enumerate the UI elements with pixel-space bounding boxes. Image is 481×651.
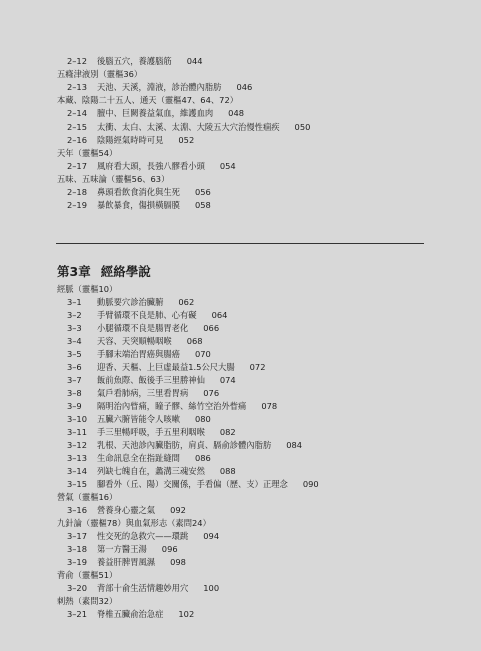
entry-page-number: 076 (203, 387, 220, 398)
entry-page-number: 098 (170, 556, 186, 567)
toc-section-heading (57, 596, 117, 607)
toc-entry (67, 531, 219, 542)
entry-number: 3–20 (67, 582, 87, 593)
toc-entry (67, 310, 227, 321)
entry-number: 3–15 (67, 478, 87, 489)
entry-number: 2–18 (67, 187, 87, 197)
toc-entry (67, 297, 194, 308)
entry-page-number: 086 (194, 452, 211, 463)
entry-page-number: 054 (219, 160, 236, 171)
section-title: 刺熱（素問32） (57, 595, 118, 606)
entry-page-number: 100 (203, 582, 220, 593)
section-title: 九針論（靈樞78）與血氣形志（素問24） (57, 517, 211, 528)
toc-entry (67, 427, 236, 438)
toc-entry (67, 609, 194, 620)
entry-page-number: 092 (170, 504, 186, 515)
entry-number: 3–14 (67, 465, 87, 476)
entry-page-number: 078 (261, 400, 278, 411)
toc-entry (67, 414, 211, 425)
toc-entry (67, 82, 252, 93)
toc-entry (67, 135, 194, 146)
entry-number: 3–3 (67, 322, 82, 333)
toc-entry (67, 440, 302, 451)
toc-entry (67, 479, 319, 490)
section-title: 五味、五味論（靈樞56、63） (57, 173, 170, 184)
entry-number: 3–1 (67, 296, 82, 307)
toc-entry (67, 349, 211, 360)
chapter-label: 第3章 (57, 264, 91, 279)
entry-page-number: 084 (286, 439, 303, 450)
entry-number: 2–12 (67, 56, 87, 66)
entry-number: 3–12 (67, 439, 87, 450)
toc-section-heading (57, 95, 238, 106)
toc-entry (67, 544, 178, 555)
entry-title: 太衝、太白、太溪、太淵、大陵五大穴治慢性痼疾 (97, 121, 280, 132)
entry-number: 3–11 (67, 426, 87, 437)
entry-title: 迎香、天樞、上巨虛最益1.5公尺大腸 (97, 361, 235, 372)
entry-page-number: 052 (178, 134, 195, 145)
section-title: 天年（靈樞54） (57, 147, 118, 158)
toc-entry (67, 466, 236, 477)
entry-page-number: 082 (219, 426, 236, 437)
entry-number: 2–17 (67, 160, 87, 171)
entry-page-number: 064 (211, 309, 228, 320)
entry-number: 3–18 (67, 543, 87, 554)
entry-title: 乳根、天池診內臟脂肪，肩貞、膈俞診體內脂肪 (97, 439, 272, 450)
entry-page-number: 050 (294, 121, 311, 132)
section-title: 營氣（靈樞16） (57, 491, 118, 502)
entry-title: 生命訊息全在指趾縫間 (97, 452, 180, 463)
entry-number: 2–14 (67, 108, 87, 119)
entry-title: 陰陽經氣時時可見 (97, 134, 164, 145)
entry-number: 2–13 (67, 82, 87, 93)
entry-title: 手三里暢呼吸，手五里利咽喉 (97, 426, 205, 437)
entry-number: 3–8 (67, 387, 82, 398)
toc-entry (67, 583, 219, 594)
chapter-title: 經絡學說 (100, 264, 151, 279)
entry-page-number: 058 (194, 200, 211, 211)
entry-title: 手臂循環不良是肺、心有礙 (97, 309, 197, 320)
toc-entry (67, 557, 186, 568)
entry-title: 手腳末端治胃癌與腸癌 (97, 348, 180, 359)
entry-title: 膻中、巨闕養益氣血，維護血肉 (97, 108, 214, 119)
entry-title: 暴飲暴食，傷損橫膈膜 (97, 200, 180, 211)
entry-page-number: 048 (228, 108, 245, 119)
entry-page-number: 102 (178, 608, 195, 619)
entry-number: 3–2 (67, 309, 82, 320)
entry-number: 2–15 (67, 121, 87, 132)
entry-title: 營養身心靈之氣 (97, 504, 156, 515)
entry-page-number: 072 (249, 361, 266, 372)
entry-title: 性交死的急救穴——環跳 (97, 530, 189, 541)
entry-title: 飯前魚際、飯後手三里勝神仙 (97, 374, 205, 385)
entry-page-number: 066 (203, 322, 220, 333)
toc-entry (67, 401, 277, 412)
toc-entry (67, 56, 203, 67)
entry-page-number: 068 (186, 335, 203, 346)
entry-page-number: 070 (194, 348, 211, 359)
toc-entry (67, 388, 219, 399)
toc-section-heading (57, 284, 117, 295)
toc-entry (67, 323, 219, 334)
entry-number: 3–19 (67, 556, 87, 567)
entry-title: 天容、天突順暢咽喉 (97, 335, 172, 346)
entry-number: 3–17 (67, 530, 87, 541)
section-title: 經脈（靈樞10） (57, 284, 118, 294)
toc-entry (67, 362, 266, 373)
entry-page-number: 094 (203, 530, 220, 541)
entry-number: 3–6 (67, 361, 82, 372)
entry-title: 五臟六腑皆能令人咳嗽 (97, 413, 180, 424)
toc-entry (67, 187, 211, 198)
entry-title: 養益肝脾胃風濕 (97, 556, 156, 567)
entry-title: 後腦五穴，養護腦筋 (97, 56, 172, 66)
entry-title: 小腿循環不良是腸胃老化 (97, 322, 189, 333)
entry-title: 腳看外（丘、陽）交關係，手看偏（歷、支）正理念 (97, 478, 288, 489)
toc-entry (67, 200, 211, 211)
toc-section-heading (57, 148, 117, 159)
entry-page-number: 080 (194, 413, 211, 424)
entry-number: 3–10 (67, 413, 87, 424)
toc-entry (67, 108, 244, 119)
toc-entry (67, 161, 236, 172)
entry-page-number: 056 (194, 187, 211, 197)
toc-section-heading (57, 570, 117, 581)
entry-title: 天池、天溪，淵液，診治體內脂肪 (97, 82, 222, 93)
toc-entry (67, 336, 203, 347)
entry-number: 3–4 (67, 335, 82, 346)
toc-section-heading (57, 174, 169, 185)
toc-entry (67, 453, 211, 464)
toc-entry (67, 505, 186, 516)
entry-number: 2–19 (67, 200, 87, 211)
entry-title: 隔明治內眥痛，瞳子髎、絲竹空治外眥痛 (97, 400, 247, 411)
section-title: 五癃津液別（靈樞36） (57, 69, 143, 80)
entry-page-number: 046 (236, 82, 253, 93)
toc-section-heading (57, 492, 117, 503)
toc-entry (67, 122, 310, 133)
entry-title: 背部十俞生活情趣妙用穴 (97, 582, 189, 593)
entry-page-number: 044 (186, 56, 203, 66)
entry-number: 3–16 (67, 504, 87, 515)
entry-page-number: 074 (219, 374, 236, 385)
entry-page-number: 088 (219, 465, 236, 476)
entry-title: 列缺七魄自在，蠡溝三魂安然 (97, 465, 205, 476)
entry-page-number: 096 (161, 543, 178, 554)
section-title: 背俞（靈樞51） (57, 569, 118, 580)
section-divider (56, 243, 424, 244)
entry-number: 3–21 (67, 608, 87, 619)
entry-number: 3–7 (67, 374, 82, 385)
entry-page-number: 062 (178, 296, 195, 307)
entry-number: 2–16 (67, 134, 87, 145)
entry-page-number: 090 (302, 478, 319, 489)
toc-entry (67, 375, 236, 386)
entry-title: 風府看大頭，長強八髎看小頭 (97, 160, 205, 171)
toc-section-heading (57, 518, 211, 529)
entry-title: 氣戶看肺病，三里看胃病 (97, 387, 189, 398)
entry-title: 第一方醫王湯 (97, 543, 147, 554)
entry-number: 3–9 (67, 400, 82, 411)
entry-number: 3–5 (67, 348, 82, 359)
entry-title: 脊椎五臟俞治急症 (97, 608, 164, 619)
toc-section-heading (57, 69, 142, 80)
section-title: 本藏、陰陽二十五人、通天（靈樞47、64、72） (57, 95, 239, 106)
entry-number: 3–13 (67, 452, 87, 463)
chapter-heading (57, 262, 151, 280)
entry-title: 動脈要穴診治臟腑 (97, 296, 164, 307)
entry-title: 鼻頭看飲食消化與生死 (97, 187, 180, 197)
